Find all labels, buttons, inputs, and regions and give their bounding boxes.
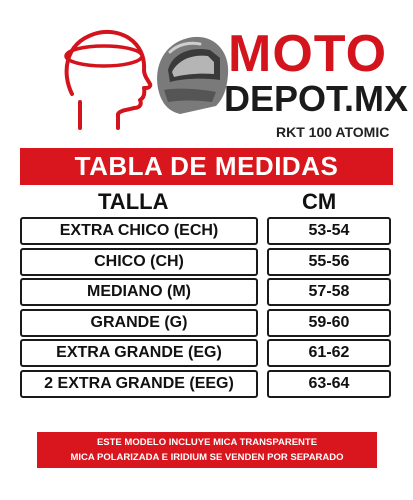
footer-note	[37, 432, 377, 468]
table-cell-talla: EXTRA GRANDE (EG)	[20, 339, 258, 367]
table-cell-cm: 61-62	[267, 339, 391, 367]
head-measure-icon	[50, 22, 160, 132]
brand-depot: DEPOT.MX	[224, 78, 409, 119]
table-title: TABLA DE MEDIDAS	[20, 148, 393, 185]
footer-line-1: ESTE MODELO INCLUYE MICA TRANSPARENTE	[96, 437, 318, 448]
helmet-logo-icon	[150, 30, 230, 118]
table-cell-talla: EXTRA CHICO (ECH)	[20, 217, 258, 245]
table-cell-cm: 59-60	[267, 309, 391, 337]
table-cell-talla: MEDIANO (M)	[20, 278, 258, 306]
column-header-talla: TALLA	[98, 189, 169, 214]
table-cell-cm: 53-54	[267, 217, 391, 245]
table-cell-cm: 55-56	[267, 248, 391, 276]
column-header-cm: CM	[302, 189, 337, 214]
table-cell-cm: 63-64	[267, 370, 391, 398]
table-cell-cm: 57-58	[267, 278, 391, 306]
table-cell-talla: CHICO (CH)	[20, 248, 258, 276]
table-cell-talla: 2 EXTRA GRANDE (EEG)	[20, 370, 258, 398]
model-name: RKT 100 ATOMIC	[276, 124, 390, 140]
brand-moto: MOTO	[228, 25, 388, 83]
footer-line-2: MICA POLARIZADA E IRIDIUM SE VENDEN POR SEPARADO	[70, 452, 344, 463]
table-cell-talla: GRANDE (G)	[20, 309, 258, 337]
